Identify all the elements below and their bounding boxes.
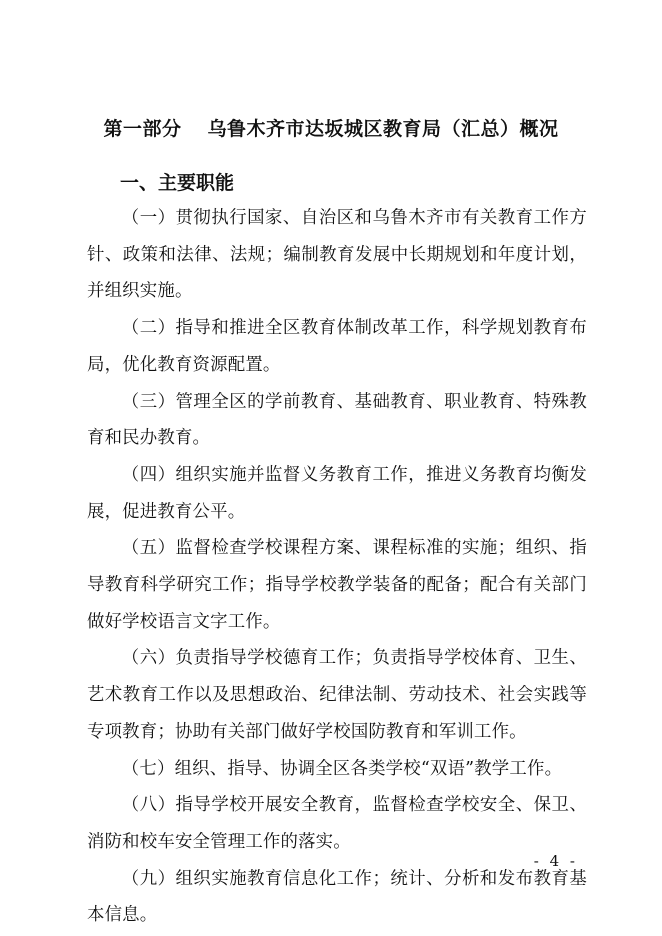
paragraph-7: （七）组织、指导、协调全区各类学校“双语”教学工作。 — [121, 758, 563, 779]
paragraph-5: （五）监督检查学校课程方案、课程标准的实施；组织、指导教育科学研究工作；指导学校教学装备的配备；配合有关部门做好学校语言文字工作。 — [87, 538, 587, 632]
paragraph-2: （二）指导和推进全区教育体制改革工作，科学规划教育布局，优化教育资源配置。 — [87, 318, 587, 375]
page-number: - 4 - — [533, 852, 578, 870]
title-organization-name: 乌鲁木齐市达坂城区教育局（汇总）概况 — [207, 118, 559, 140]
paragraph-3: （三）管理全区的学前教育、基础教育、职业教育、特殊教育和民办教育。 — [87, 391, 587, 449]
paragraph-8: （八）指导学校开展安全教育，监督检查学校安全、保卫、消防和校车安全管理工作的落实。 — [87, 795, 587, 852]
title-part-label: 第一部分 — [103, 118, 182, 140]
section-heading: 一、主要职能 — [120, 172, 235, 194]
paragraph-6: （六）负责指导学校德育工作；负责指导学校体育、卫生、艺术教育工作以及思想政治、纪律法制、劳动技术、社会实践等专项教育；协助有关部门做好学校国防教育和军训工作。 — [87, 648, 587, 742]
paragraph-4: （四）组织实施并监督义务教育工作，推进义务教育均衡发展，促进教育公平。 — [87, 464, 587, 522]
body-text — [87, 200, 587, 934]
paragraph-1: （一）贯彻执行国家、自治区和乌鲁木齐市有关教育工作方针、政策和法律、法规；编制教育发展中长期规划和年度计划，并组织实施。 — [87, 208, 587, 302]
document-title — [0, 114, 662, 141]
paragraph-9: （九）组织实施教育信息化工作；统计、分析和发布教育基本信息。 — [87, 868, 587, 926]
